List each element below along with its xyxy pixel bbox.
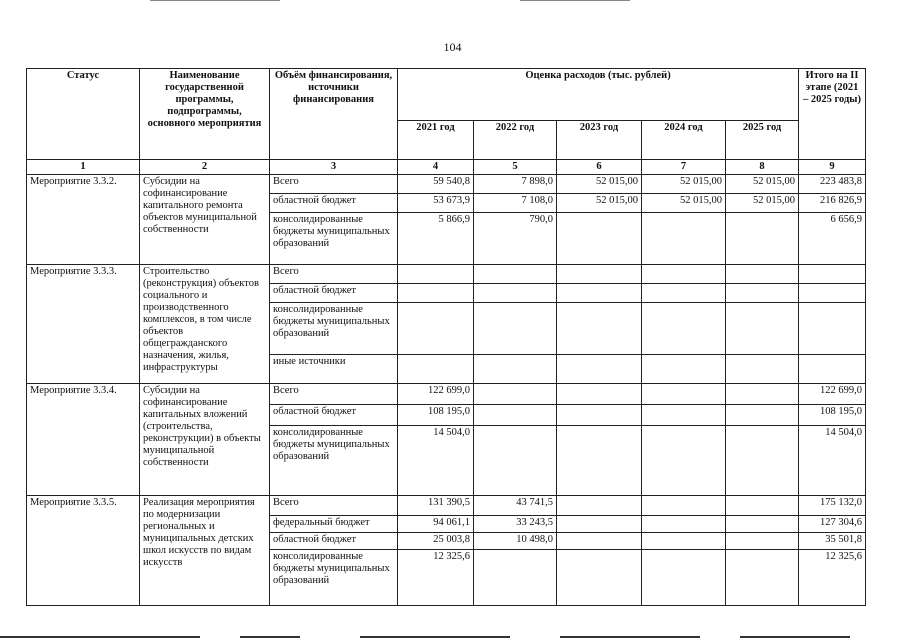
value-cell — [726, 533, 799, 550]
value-cell — [642, 213, 726, 265]
header-name: Наименование государственной программы, подпрограммы, основного мероприятия — [140, 69, 270, 160]
header-year: 2021 год — [398, 121, 474, 160]
value-cell — [557, 516, 642, 533]
table-row — [27, 496, 866, 516]
value-cell — [726, 550, 799, 606]
value-cell — [726, 426, 799, 496]
value-cell — [474, 303, 557, 355]
total-cell: 14 504,0 — [799, 426, 866, 496]
funding-source: консолидированные бюджеты муниципальных образований — [270, 426, 398, 496]
value-cell — [557, 533, 642, 550]
funding-source: областной бюджет — [270, 194, 398, 213]
funding-source: консолидированные бюджеты муниципальных образований — [270, 213, 398, 265]
total-cell: 6 656,9 — [799, 213, 866, 265]
event-status: Мероприятие 3.3.4. — [27, 384, 140, 496]
total-cell — [799, 284, 866, 303]
value-cell: 52 015,00 — [642, 175, 726, 194]
value-cell: 94 061,1 — [398, 516, 474, 533]
value-cell — [642, 405, 726, 426]
value-cell — [642, 284, 726, 303]
value-cell — [642, 516, 726, 533]
value-cell: 52 015,00 — [642, 194, 726, 213]
column-index: 7 — [642, 160, 726, 175]
table-row — [27, 265, 866, 284]
header-estimate: Оценка расходов (тыс. рублей) — [398, 69, 799, 121]
header-volume: Объём финансирования, источники финансирования — [270, 69, 398, 160]
funding-source: областной бюджет — [270, 405, 398, 426]
value-cell — [398, 265, 474, 284]
header-status: Статус — [27, 69, 140, 160]
event-status: Мероприятие 3.3.2. — [27, 175, 140, 265]
value-cell: 12 325,6 — [398, 550, 474, 606]
value-cell: 52 015,00 — [726, 194, 799, 213]
value-cell: 5 866,9 — [398, 213, 474, 265]
value-cell — [474, 405, 557, 426]
funding-source: Всего — [270, 175, 398, 194]
value-cell — [398, 303, 474, 355]
value-cell — [642, 496, 726, 516]
value-cell — [557, 426, 642, 496]
funding-source: областной бюджет — [270, 284, 398, 303]
header-total: Итого на II этапе (2021 – 2025 годы) — [799, 69, 866, 160]
event-status: Мероприятие 3.3.5. — [27, 496, 140, 606]
table-row — [27, 384, 866, 405]
value-cell — [474, 426, 557, 496]
value-cell — [726, 355, 799, 384]
total-cell — [799, 303, 866, 355]
funding-source: иные источники — [270, 355, 398, 384]
value-cell: 7 108,0 — [474, 194, 557, 213]
value-cell — [726, 496, 799, 516]
value-cell — [726, 303, 799, 355]
value-cell: 25 003,8 — [398, 533, 474, 550]
event-status: Мероприятие 3.3.3. — [27, 265, 140, 384]
header-year: 2024 год — [642, 121, 726, 160]
value-cell — [726, 405, 799, 426]
value-cell — [398, 284, 474, 303]
value-cell — [557, 213, 642, 265]
total-cell: 175 132,0 — [799, 496, 866, 516]
value-cell — [474, 284, 557, 303]
budget-table — [26, 68, 866, 606]
value-cell — [474, 384, 557, 405]
column-index: 5 — [474, 160, 557, 175]
value-cell: 131 390,5 — [398, 496, 474, 516]
value-cell: 7 898,0 — [474, 175, 557, 194]
value-cell — [557, 284, 642, 303]
page-number: 104 — [443, 40, 462, 54]
funding-source: Всего — [270, 496, 398, 516]
column-index: 3 — [270, 160, 398, 175]
value-cell — [474, 265, 557, 284]
value-cell — [557, 496, 642, 516]
value-cell — [398, 355, 474, 384]
value-cell: 10 498,0 — [474, 533, 557, 550]
total-cell: 12 325,6 — [799, 550, 866, 606]
value-cell — [642, 265, 726, 284]
column-index: 2 — [140, 160, 270, 175]
table-row — [27, 175, 866, 194]
funding-source: федеральный бюджет — [270, 516, 398, 533]
header-year: 2022 год — [474, 121, 557, 160]
column-index: 4 — [398, 160, 474, 175]
value-cell: 52 015,00 — [726, 175, 799, 194]
total-cell — [799, 265, 866, 284]
total-cell: 127 304,6 — [799, 516, 866, 533]
funding-source: консолидированные бюджеты муниципальных образований — [270, 550, 398, 606]
event-name: Реализация мероприятия по модернизации региональных и муниципальных детских школ искусств по видам искусств — [140, 496, 270, 606]
total-cell: 223 483,8 — [799, 175, 866, 194]
value-cell — [726, 213, 799, 265]
funding-source: областной бюджет — [270, 533, 398, 550]
value-cell: 33 243,5 — [474, 516, 557, 533]
value-cell — [642, 426, 726, 496]
value-cell — [642, 384, 726, 405]
total-cell: 35 501,8 — [799, 533, 866, 550]
value-cell: 53 673,9 — [398, 194, 474, 213]
value-cell — [557, 405, 642, 426]
value-cell — [726, 265, 799, 284]
value-cell — [557, 550, 642, 606]
value-cell: 122 699,0 — [398, 384, 474, 405]
event-name: Субсидии на софинансирование капитального ремонта объектов муниципальной собственности — [140, 175, 270, 265]
total-cell: 216 826,9 — [799, 194, 866, 213]
value-cell: 52 015,00 — [557, 175, 642, 194]
value-cell — [642, 533, 726, 550]
value-cell: 790,0 — [474, 213, 557, 265]
value-cell — [642, 550, 726, 606]
total-cell — [799, 355, 866, 384]
header-year: 2023 год — [557, 121, 642, 160]
value-cell: 108 195,0 — [398, 405, 474, 426]
value-cell — [474, 550, 557, 606]
column-index: 6 — [557, 160, 642, 175]
value-cell: 14 504,0 — [398, 426, 474, 496]
funding-source: Всего — [270, 265, 398, 284]
value-cell: 59 540,8 — [398, 175, 474, 194]
value-cell — [726, 284, 799, 303]
value-cell: 43 741,5 — [474, 496, 557, 516]
total-cell: 108 195,0 — [799, 405, 866, 426]
column-index: 9 — [799, 160, 866, 175]
value-cell — [642, 355, 726, 384]
event-name: Строительство (реконструкция) объектов социального и производственного комплексов, в том числе объектов общегражданского назначения, жилья, инфраструктуры — [140, 265, 270, 384]
total-cell: 122 699,0 — [799, 384, 866, 405]
value-cell — [557, 355, 642, 384]
event-name: Субсидии на софинансирование капитальных вложений (строительства, реконструкции) в объекты муниципальной собственности — [140, 384, 270, 496]
value-cell — [726, 384, 799, 405]
value-cell — [642, 303, 726, 355]
value-cell — [557, 384, 642, 405]
column-index: 8 — [726, 160, 799, 175]
value-cell: 52 015,00 — [557, 194, 642, 213]
value-cell — [474, 355, 557, 384]
header-year: 2025 год — [726, 121, 799, 160]
value-cell — [557, 265, 642, 284]
funding-source: Всего — [270, 384, 398, 405]
value-cell — [726, 516, 799, 533]
column-index: 1 — [27, 160, 140, 175]
value-cell — [557, 303, 642, 355]
funding-source: консолидированные бюджеты муниципальных образований — [270, 303, 398, 355]
